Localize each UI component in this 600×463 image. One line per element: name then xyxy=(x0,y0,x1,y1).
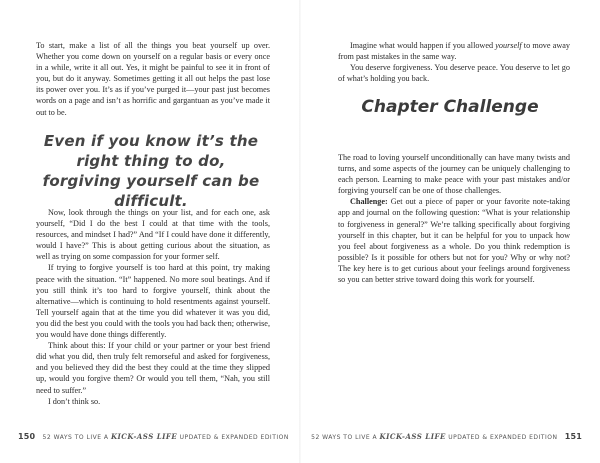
intro-emphasis: yourself xyxy=(495,41,522,50)
right-footer-brand: KICK-ASS LIFE xyxy=(379,432,446,441)
left-page-number: 150 xyxy=(18,432,36,441)
left-body-column xyxy=(36,207,270,407)
left-footer-edition: UPDATED & EXPANDED EDITION xyxy=(179,434,289,441)
chapter-challenge-heading: Chapter Challenge xyxy=(361,97,539,117)
right-intro-paragraph xyxy=(338,40,570,62)
intro-text-end: to move away from past mistakes in the same way. xyxy=(338,41,570,62)
right-footer-edition: UPDATED & EXPANDED EDITION xyxy=(448,434,558,441)
right-page xyxy=(300,0,600,463)
right-second-paragraph: You deserve forgiveness. You deserve peace. You deserve to let go of what’s holding you back. xyxy=(338,63,570,84)
left-footer-brand: KICK-ASS LIFE xyxy=(110,432,178,441)
left-footer-title: 52 WAYS TO LIVE A xyxy=(42,434,109,441)
right-page-number: 151 xyxy=(564,432,582,441)
challenge-intro: The road to loving yourself unconditionally can have many twists and turns, and some aspects of the journey can be uniquely challenging to each person. Learning to make peace with your past mistakes and/or forgiving yourself can be one of those challenges. xyxy=(338,153,570,196)
right-top-column xyxy=(338,40,570,84)
left-top-column xyxy=(36,40,270,118)
left-paragraph: If trying to forgive yourself is too hard at this point, try making peace with the situation. “It” happened. No more soul beatings. And if you still think it’s too hard to forgive yourself, think about the alternative—which is continuing to hold resentments against yourself. Tell yourself again that at the time you did whatever it was you did, you did the best you could with the tools you had back then; otherwise, you would have done things differently. xyxy=(36,263,270,340)
right-running-footer xyxy=(311,432,582,441)
intro-text: Imagine what would happen if you allowed xyxy=(350,41,496,50)
pull-quote: Even if you know it’s the right thing to do, forgiving yourself can be difficult. xyxy=(42,132,260,210)
right-footer-title: 52 WAYS TO LIVE A xyxy=(311,434,378,441)
left-top-paragraph: To start, make a list of all the things you beat yourself up over. Whether you come down on yourself on a regular basis or every once in a while, write it all out. Yes, it might be painful to see it in front of you, but do it anyway. Sometimes getting it all out helps the past lose its power over you. It’s as if you’ve purged it—your past just becomes words on a page and isn’t as horrific and gargantuan as you’ve made it out to be. xyxy=(36,41,270,117)
challenge-text: Get out a piece of paper or your favorite note-taking app and journal on the following question: “What is your relationship to forgiveness in general?” We’re talking specifically about forgiving yourself in this chapter, but it can be helpful for you to unpack how you feel about forgiveness as a whole. Do you think redemption is possible? Is it possible for others but not for you? Why or why not? The key here is to get curious about your feelings around forgiveness so you can better strive toward doing this work for yourself. xyxy=(338,197,570,285)
left-paragraph: Now, look through the things on your list, and for each one, ask yourself, “Did I do the best I could at that time with the tools, resources, and mindset I had?” And “If I could have done it differently, would I have?” This is about getting curious about the situation, as well as trying on some compassion for your former self. xyxy=(36,208,270,262)
left-paragraph: Think about this: If your child or your partner or your best friend did what you did, then truly felt remorseful and asked for forgiveness, and you believed they did the best they could at the time they slipped up, would you forgive them? Or would you tell them, “Nah, you still need to suffer.” xyxy=(36,341,270,395)
right-body-column xyxy=(338,152,570,285)
left-running-footer xyxy=(18,432,289,441)
challenge-label: Challenge: xyxy=(350,197,388,207)
left-paragraph: I don’t think so. xyxy=(48,396,101,406)
challenge-paragraph xyxy=(338,196,570,285)
